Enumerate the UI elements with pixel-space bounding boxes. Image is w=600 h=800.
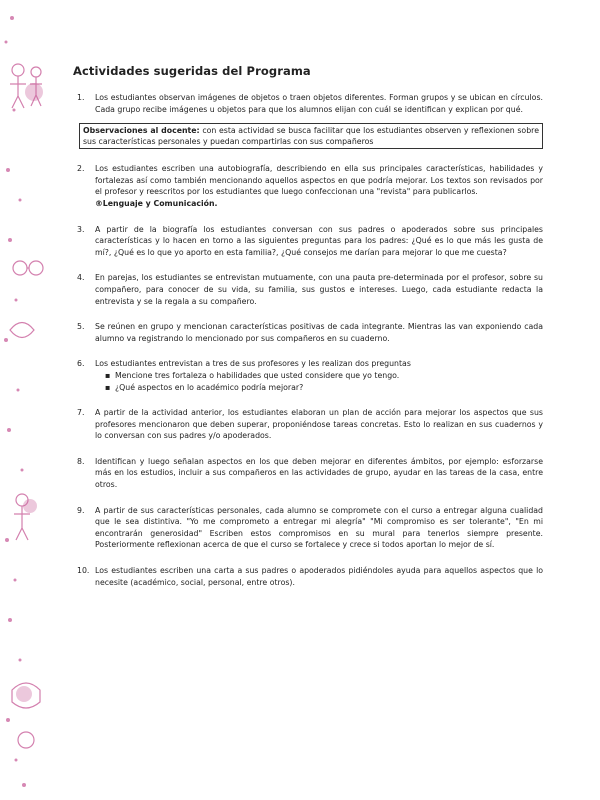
activity-text: Los estudiantes observan imágenes de objetos o traen objetos diferentes. Forman grupos y se ubican en círculos. Cada grupo recibe imágenes u objetos para que los alumnos elijan con cuál se identifican y explican por qué. bbox=[95, 93, 543, 114]
activity-number: 6. bbox=[77, 359, 85, 369]
document-page bbox=[73, 64, 543, 602]
subject-tag: ®Lenguaje y Comunicación. bbox=[95, 198, 218, 208]
activity-text: Los estudiantes escriben una autobiografía, describiendo en ella sus principales características, habilidades y fortalezas así como también mencionando aquellos aspectos en que podría mejorar. Los textos son revisados por el profesor y reescritos por los estudiantes que luego confeccionan una "revista" para publicarlos. bbox=[95, 164, 543, 197]
activity-text: Los estudiantes escriben una carta a sus padres o apoderados pidiéndoles ayuda para aquellos aspectos que lo necesite (académico, social, personal, entre otros). bbox=[95, 566, 543, 587]
teacher-observation-box bbox=[79, 123, 543, 149]
activity-number: 8. bbox=[77, 456, 85, 466]
decorative-margin-border bbox=[0, 0, 62, 800]
activity-item bbox=[73, 456, 543, 491]
question-list bbox=[95, 370, 543, 393]
activity-item bbox=[73, 224, 543, 259]
activity-item bbox=[73, 272, 543, 307]
activity-number: 9. bbox=[77, 505, 85, 515]
activity-number: 2. bbox=[77, 164, 85, 174]
activity-item bbox=[73, 163, 543, 209]
activity-text: A partir de la actividad anterior, los estudiantes elaboran un plan de acción para mejorar los aspectos que sus profesores mencionaron que deben superar, proponiéndose tareas concretas. Esto lo realizan en sus cuadernos y lo conversan con sus padres y/o apoderados. bbox=[95, 408, 543, 441]
activity-number: 4. bbox=[77, 273, 85, 283]
activity-item bbox=[73, 321, 543, 344]
activity-item bbox=[73, 505, 543, 551]
activity-body bbox=[95, 163, 543, 209]
activity-text: A partir de sus características personales, cada alumno se compromete con el curso a entregar alguna cualidad que le sea distintiva. "Yo me comprometo a entregar mi alegría" "Mi compromiso es ser tolerante", "En mi encontrarán generosidad" Escriben estos compromisos en su mural para tenerlos siempre presente. Posteriormente reflexionan acerca de que el curso se fortalece y crece si todos aportan lo mejor de sí. bbox=[95, 505, 543, 550]
activity-number: 10. bbox=[77, 566, 90, 576]
activity-number: 7. bbox=[77, 408, 85, 418]
activity-body bbox=[95, 358, 543, 393]
activity-item bbox=[73, 565, 543, 588]
activity-text: A partir de la biografía los estudiantes conversan con sus padres o apoderados sobre sus principales características y lo hacen en torno a las siguientes preguntas para los padres: ¿Qué es lo que más les gusta de mí?, ¿Qué es lo que yo aporto en esta familia?, ¿Qué consejos me darían para mejorar lo que me cuesta? bbox=[95, 224, 543, 257]
observation-label: Observaciones al docente: bbox=[83, 126, 200, 136]
question-item: ▪ ¿Qué aspectos en lo académico podría mejorar? bbox=[105, 382, 543, 394]
activity-text: Identifican y luego señalan aspectos en los que deben mejorar en diferentes ámbitos, por ejemplo: esforzarse más en los estudios, incluir a sus compañeros en las actividades de grupo, ayudar en las tareas de la casa, entre otros. bbox=[95, 456, 543, 490]
question-item: ▪ Mencione tres fortaleza o habilidades que usted considere que yo tengo. bbox=[105, 370, 543, 382]
activity-number: 3. bbox=[77, 224, 85, 234]
activity-text: Los estudiantes entrevistan a tres de sus profesores y les realizan dos preguntas bbox=[95, 359, 411, 369]
activity-text: En parejas, los estudiantes se entrevistan mutuamente, con una pauta pre-determinada por el profesor, sobre su compañero, para conocer de su vida, su familia, sus gustos e intereses. Luego, cada estudiante redacta la entrevista y se la regala a su compañero. bbox=[95, 273, 543, 306]
activity-number: 5. bbox=[77, 322, 85, 332]
page-title: Actividades sugeridas del Programa bbox=[73, 64, 311, 78]
activity-number: 1. bbox=[77, 93, 85, 102]
activity-item bbox=[73, 92, 543, 115]
activity-item bbox=[73, 407, 543, 442]
activity-item bbox=[73, 358, 543, 393]
activity-text: Se reúnen en grupo y mencionan características positivas de cada integrante. Mientras las van exponiendo cada alumno va registrando lo mencionado por sus compañeros en su cuaderno. bbox=[95, 322, 543, 343]
observation-text: con esta actividad se busca facilitar que los estudiantes observen y reflexionen sobre sus características personales y puedan compartirlas con sus compañeros bbox=[83, 126, 539, 147]
